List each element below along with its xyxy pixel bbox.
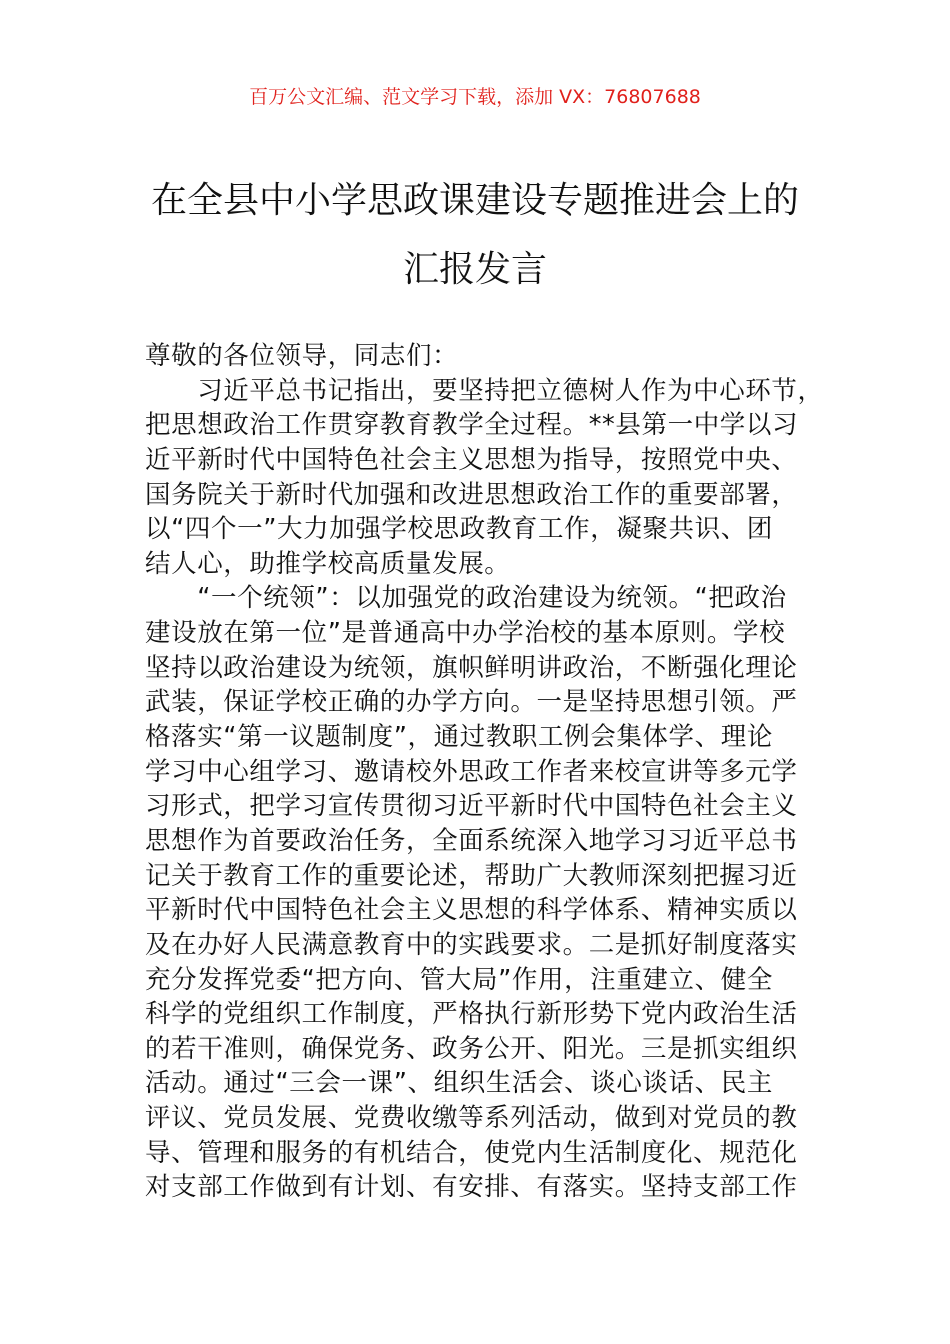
body-text-line: 近平新时代中国特色社会主义思想为指导，按照党中央、 xyxy=(145,444,798,475)
body-text-line: 以“四个一”大力加强学校思政教育工作，凝聚共识、团 xyxy=(145,514,773,545)
document-body xyxy=(145,339,845,1205)
body-text-line: 平新时代中国特色社会主义思想的科学体系、精神实质以 xyxy=(145,895,798,926)
body-text-line: 格落实“第一议题制度”，通过教职工例会集体学、理论 xyxy=(145,722,773,753)
body-text-line: 国务院关于新时代加强和改进思想政治工作的重要部署， xyxy=(145,479,798,510)
body-text-line: 科学的党组织工作制度，严格执行新形势下党内政治生活 xyxy=(145,999,798,1030)
salutation: 尊敬的各位领导，同志们： xyxy=(145,341,459,371)
body-text-line: “一个统领”：以加强党的政治建设为统领。“把政治 xyxy=(145,583,787,614)
body-text-line: 及在办好人民满意教育中的实践要求。二是抓好制度落实 xyxy=(145,929,798,960)
body-text-line: 导、管理和服务的有机结合，使党内生活制度化、规范化 xyxy=(145,1137,798,1168)
body-text-line: 把思想政治工作贯穿教育教学全过程。**县第一中学以习 xyxy=(145,410,799,441)
body-text-line: 武装，保证学校正确的办学方向。一是坚持思想引领。严 xyxy=(145,687,798,718)
body-text-line: 充分发挥党委“把方向、管大局”作用，注重建立、健全 xyxy=(145,964,773,995)
body-text-line: 思想作为首要政治任务，全面系统深入地学习习近平总书 xyxy=(145,825,798,856)
body-text-line: 评议、党员发展、党费收缴等系列活动，做到对党员的教 xyxy=(145,1103,798,1134)
body-text-line: 坚持以政治建设为统领，旗帜鲜明讲政治，不断强化理论 xyxy=(145,652,798,683)
body-text-line: 对支部工作做到有计划、有安排、有落实。坚持支部工作 xyxy=(145,1172,798,1203)
body-text-line: 的若干准则，确保党务、政务公开、阳光。三是抓实组织 xyxy=(145,1033,798,1064)
body-text-line: 习近平总书记指出，要坚持把立德树人作为中心环节， xyxy=(145,375,824,406)
watermark-banner: 百万公文汇编、范文学习下载，添加 VX：76807688 xyxy=(249,86,701,108)
body-text-line: 活动。通过“三会一课”、组织生活会、谈心谈话、民主 xyxy=(145,1068,773,1099)
body-text-line: 建设放在第一位”是普通高中办学治校的基本原则。学校 xyxy=(145,618,786,649)
document-title-line-2: 汇报发言 xyxy=(402,249,547,290)
document-title-line-1: 在全县中小学思政课建设专题推进会上的 xyxy=(150,180,799,221)
body-text-line: 结人心，助推学校高质量发展。 xyxy=(145,548,511,579)
body-text-line: 学习中心组学习、邀请校外思政工作者来校宣讲等多元学 xyxy=(145,756,798,787)
body-text-line: 习形式，把学习宣传贯彻习近平新时代中国特色社会主义 xyxy=(145,791,798,822)
body-text-line: 记关于教育工作的重要论述，帮助广大教师深刻把握习近 xyxy=(145,860,798,891)
